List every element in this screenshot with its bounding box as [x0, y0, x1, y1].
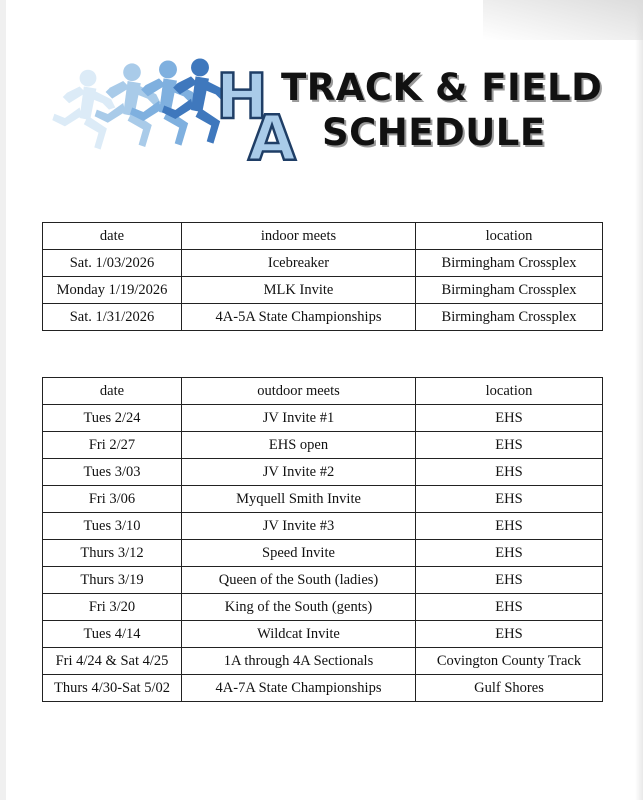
- table-header-row: [43, 378, 603, 405]
- cell-location: EHS: [416, 459, 603, 486]
- cell-location: Birmingham Crossplex: [416, 304, 603, 331]
- indoor-meets-table: [42, 222, 603, 331]
- table-row: [43, 277, 603, 304]
- cell-meet: JV Invite #2: [182, 459, 416, 486]
- cell-meet: Wildcat Invite: [182, 621, 416, 648]
- cell-date: Monday 1/19/2026: [43, 277, 182, 304]
- table-row: [43, 432, 603, 459]
- runner-1-icon: [52, 70, 115, 150]
- cell-date: Tues 3/03: [43, 459, 182, 486]
- cell-location: Birmingham Crossplex: [416, 277, 603, 304]
- column-header-date: date: [43, 223, 182, 250]
- cell-location: Gulf Shores: [416, 675, 603, 702]
- cell-date: Tues 3/10: [43, 513, 182, 540]
- column-header-meet: indoor meets: [182, 223, 416, 250]
- table-row: [43, 486, 603, 513]
- cell-location: EHS: [416, 405, 603, 432]
- cell-meet: EHS open: [182, 432, 416, 459]
- cell-date: Tues 2/24: [43, 405, 182, 432]
- cell-date: Fri 3/20: [43, 594, 182, 621]
- table-row: [43, 621, 603, 648]
- cell-location: EHS: [416, 540, 603, 567]
- cell-meet: King of the South (gents): [182, 594, 416, 621]
- table-header-row: [43, 223, 603, 250]
- monogram-h: H: [216, 60, 268, 133]
- cell-location: EHS: [416, 621, 603, 648]
- cell-meet: JV Invite #1: [182, 405, 416, 432]
- column-header-date: date: [43, 378, 182, 405]
- cell-meet: Speed Invite: [182, 540, 416, 567]
- table-row: [43, 405, 603, 432]
- table-row: [43, 459, 603, 486]
- cell-meet: MLK Invite: [182, 277, 416, 304]
- table-row: [43, 513, 603, 540]
- cell-meet: JV Invite #3: [182, 513, 416, 540]
- cell-meet: 4A-7A State Championships: [182, 675, 416, 702]
- cell-location: EHS: [416, 432, 603, 459]
- table-row: [43, 567, 603, 594]
- cell-location: EHS: [416, 594, 603, 621]
- cell-location: Birmingham Crossplex: [416, 250, 603, 277]
- column-header-location: location: [416, 223, 603, 250]
- table-row: [43, 594, 603, 621]
- outdoor-meets-table: [42, 377, 603, 702]
- schedule-header-logo: [0, 0, 643, 190]
- cell-meet: 1A through 4A Sectionals: [182, 648, 416, 675]
- cell-location: EHS: [416, 567, 603, 594]
- table-row: [43, 304, 603, 331]
- table-row: [43, 675, 603, 702]
- cell-meet: Icebreaker: [182, 250, 416, 277]
- cell-location: EHS: [416, 486, 603, 513]
- cell-date: Tues 4/14: [43, 621, 182, 648]
- cell-meet: Queen of the South (ladies): [182, 567, 416, 594]
- column-header-location: location: [416, 378, 603, 405]
- column-header-meet: outdoor meets: [182, 378, 416, 405]
- cell-date: Thurs 3/19: [43, 567, 182, 594]
- title-line-2: SCHEDULE: [322, 111, 546, 154]
- monogram-a: A: [248, 102, 296, 175]
- cell-date: Fri 2/27: [43, 432, 182, 459]
- cell-date: Fri 3/06: [43, 486, 182, 513]
- cell-location: Covington County Track: [416, 648, 603, 675]
- cell-meet: Myquell Smith Invite: [182, 486, 416, 513]
- cell-date: Sat. 1/03/2026: [43, 250, 182, 277]
- cell-meet: 4A-5A State Championships: [182, 304, 416, 331]
- title-line-1: TRACK & FIELD: [281, 66, 603, 109]
- cell-date: Thurs 3/12: [43, 540, 182, 567]
- table-row: [43, 648, 603, 675]
- cell-date: Thurs 4/30-Sat 5/02: [43, 675, 182, 702]
- cell-location: EHS: [416, 513, 603, 540]
- table-row: [43, 540, 603, 567]
- cell-date: Fri 4/24 & Sat 4/25: [43, 648, 182, 675]
- cell-date: Sat. 1/31/2026: [43, 304, 182, 331]
- table-row: [43, 250, 603, 277]
